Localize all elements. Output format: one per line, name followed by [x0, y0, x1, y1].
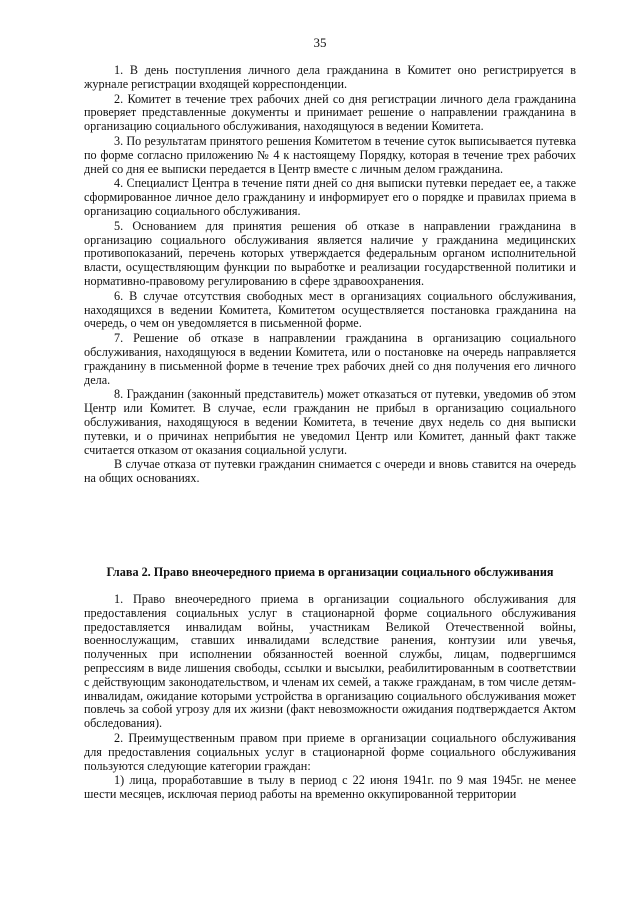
- paragraph: 7. Решение об отказе в направлении гражданина в организацию социального обслуживания, находящуюся в ведении Комитета, или о постановке на очередь направляется гражданину в письменной форме в течение трех рабочих дней со дня получения его личного дела.: [84, 331, 576, 387]
- paragraph: 1. Право внеочередного приема в организации социального обслуживания для предоставления социальных услуг в стационарной форме социального обслуживания предоставляется инвалидам войны, участникам Великой Отечественной войны, военнослужащим, ставших инвалидами вследствие ранения, контузии или увечья, полученных при исполнении обязанностей военной службы, лицам, подвергшимся репрессиям в виде лишения свободы, ссылки и высылки, реабилитированным в соответствии с действующим законодательством, и членам их семей, а также гражданам, в том числе детям-инвалидам, ожидание которыми устройства в организацию социального обслуживания может повлечь за собой угрозу для их жизни (факт невозможности ожидания подтверждается Актом обследования).: [84, 592, 576, 731]
- paragraph: 6. В случае отсутствия свободных мест в организациях социального обслуживания, находящихся в ведении Комитета, Комитетом осуществляется постановка гражданина на очередь, о чем он уведомляется в письменной форме.: [84, 288, 576, 331]
- chapter-heading: Глава 2. Право внеочередного приема в организации социального обслуживания: [106, 565, 554, 579]
- paragraph: 1) лица, проработавшие в тылу в период с 22 июня 1941г. по 9 мая 1945г. не менее шести месяцев, исключая период работы на временно оккупированной территории: [84, 773, 576, 802]
- paragraph: 4. Специалист Центра в течение пяти дней со дня выписки путевки передает ее, а также сформированное личное дело гражданину и информирует его о порядке и правилах приема в организацию социального обслуживания.: [84, 176, 576, 218]
- page-number: 35: [313, 35, 327, 50]
- paragraph: 2. Комитет в течение трех рабочих дней со дня регистрации личного дела гражданина проверяет представленные документы и принимает решение о направлении гражданина в организацию социального обслуживания, находящуюся в ведении Комитета.: [84, 91, 576, 134]
- section-procedure-text: [84, 64, 576, 487]
- paragraph: 1. В день поступления личного дела гражданина в Комитет оно регистрируется в журнале регистрации входящей корреспонденции.: [84, 63, 576, 91]
- paragraph: 3. По результатам принятого решения Комитетом в течение суток выписывается путевка по форме согласно приложению № 4 к настоящему Порядку, которая в течение трех рабочих дней со дня ее выписки передается в Центр вместе с личным делом гражданина.: [84, 133, 576, 176]
- section-priority-text: [84, 593, 576, 803]
- paragraph: 5. Основанием для принятия решения об отказе в направлении гражданина в организацию социального обслуживания является наличие у гражданина медицинских противопоказаний, перечень которых утверждается федеральным органом исполнительной власти, осуществляющим функции по выработке и реализации государственной политики и нормативно-правовому регулированию в сфере здравоохранения.: [84, 218, 576, 288]
- paragraph: 2. Преимущественным правом при приеме в организации социального обслуживания для предоставления социальных услуг в стационарной форме социального обслуживания пользуются следующие категории граждан:: [84, 730, 576, 773]
- paragraph: В случае отказа от путевки гражданин снимается с очереди и вновь ставится на очередь на общих основаниях.: [84, 457, 576, 486]
- paragraph: 8. Гражданин (законный представитель) может отказаться от путевки, уведомив об этом Центр или Комитет. В случае, если гражданин не прибыл в организацию социального обслуживания, находящуюся в ведении Комитета, в течение двух недель со дня выписки путевки, и о причинах неприбытия не уведомил Центр или Комитет, данный факт также считается отказом от оказания социальной услуги.: [84, 387, 576, 457]
